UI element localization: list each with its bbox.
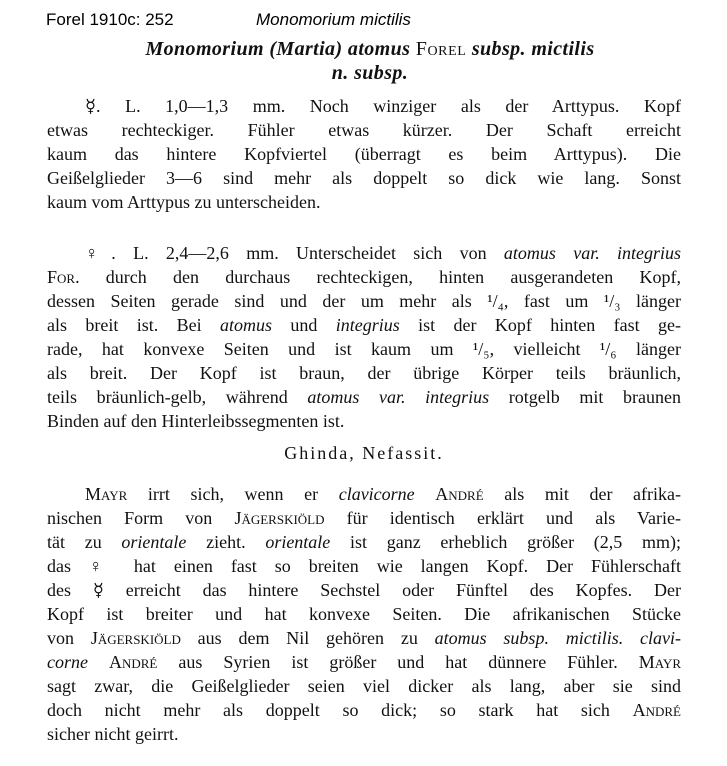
taxon-mention: orientale <box>265 532 331 552</box>
author-mention: Jägerskiöld <box>90 628 181 648</box>
paragraph-note <box>47 482 681 746</box>
taxon-status: n. subsp. <box>331 62 409 84</box>
text-run: von <box>47 628 91 648</box>
text-line: Kopf ist breiter und hat konvexe Seiten. Die afrikanischen Stücke <box>47 604 681 624</box>
text-line <box>47 482 681 506</box>
taxon-title <box>40 38 700 61</box>
locality-heading: Ghinda, Nefassit. <box>284 443 444 463</box>
text-line <box>47 698 681 722</box>
text-line <box>47 313 681 337</box>
taxon-mention: clavicorne <box>338 484 415 504</box>
text-run: teils bräunlich-gelb, während <box>47 387 308 407</box>
author-mention: Mayr <box>85 484 128 504</box>
taxon-author: Forel <box>415 38 467 60</box>
text-run: rotgelb mit braunen <box>489 387 681 407</box>
text-line <box>47 241 681 265</box>
taxon-mention: atomus subsp. mictilis. <box>434 628 624 648</box>
text-line: Binden auf den Hinterleibssegmenten ist. <box>47 411 345 431</box>
text-run: ♀. L. 2,4—2,6 mm. Unterscheidet sich von <box>85 243 504 263</box>
taxon-genus: Monomorium (Martia) atomus <box>145 38 411 60</box>
text-line <box>47 530 681 554</box>
text-run: als breit ist. Bei <box>47 315 220 335</box>
taxon-mention: atomus <box>220 315 273 335</box>
text-line: etwas rechteckiger. Fühler etwas kürzer. Der Schaft erreicht <box>47 120 681 140</box>
text-line: als breit. Der Kopf ist braun, der übrige Körper teils bräunlich, <box>47 363 681 383</box>
text-line <box>47 626 681 650</box>
author-mention: Jägerskiöld <box>234 508 325 528</box>
taxon-mention: atomus var. integrius <box>307 387 490 407</box>
text-line: sicher nicht geirrt. <box>47 724 179 744</box>
taxon-mention: atomus var. integrius <box>503 243 682 263</box>
text-line <box>47 506 681 530</box>
taxon-mention: integrius <box>335 315 400 335</box>
text-run: aus dem Nil gehören zu <box>180 628 435 648</box>
text-run: aus Syrien ist größer und hat dünnere Fühler. <box>157 652 639 672</box>
text-run: ist ganz erheblich größer (2,5 mm); <box>330 532 681 552</box>
citation-reference: Forel 1910c: 252 <box>46 10 174 29</box>
text-line: sagt zwar, die Geißelglieder seien viel dicker als lang, aber sie sind <box>47 676 681 696</box>
text-line: ☿. L. 1,0—1,3 mm. Noch winziger als der Arttypus. Kopf <box>85 96 681 116</box>
taxon-subspecies: subsp. mictilis <box>471 38 595 60</box>
text-run: irrt sich, wenn er <box>127 484 339 504</box>
text-run: nischen Form von <box>47 508 235 528</box>
text-run: als mit der afrika- <box>483 484 681 504</box>
text-run: durch den durchaus rechteckigen, hinten ausgerandeten Kopf, <box>79 267 681 287</box>
text-line <box>47 650 681 674</box>
text-run: ist der Kopf hinten fast ge- <box>399 315 682 335</box>
paragraph-worker <box>47 94 681 214</box>
text-line: Geißelglieder 3—6 sind mehr als doppelt so dick wie lang. Sonst <box>47 168 681 188</box>
taxon-mention: orientale <box>121 532 187 552</box>
author-mention: André <box>435 484 484 504</box>
author-mention: André <box>108 652 158 672</box>
text-line <box>47 265 681 289</box>
author-mention: For. <box>47 267 80 287</box>
text-run: und <box>272 315 336 335</box>
text-line: rade, hat konvexe Seiten und ist kaum um ¹/₅, vielleicht ¹/₆ länger <box>47 339 681 359</box>
text-line: das ♀ hat einen fast so breiten wie langen Kopf. Der Fühlerschaft <box>47 556 681 576</box>
author-mention: André <box>632 700 681 720</box>
text-line <box>47 385 681 409</box>
taxon-mention: clavi- <box>623 628 682 648</box>
text-run: zieht. <box>186 532 266 552</box>
text-run: doch nicht mehr als doppelt so dick; so stark hat sich <box>47 700 633 720</box>
text-line: kaum das hintere Kopfviertel (überragt es beim Arttypus). Die <box>47 144 681 164</box>
species-name: Monomorium mictilis <box>256 10 411 29</box>
author-mention: Mayr <box>638 652 681 672</box>
page-header <box>46 10 411 30</box>
text-run: tät zu <box>47 532 122 552</box>
taxon-mention: corne <box>47 652 88 672</box>
text-line: des ☿ erreicht das hintere Sechstel oder Fünftel des Kopfes. Der <box>47 580 681 600</box>
paragraph-queen <box>47 241 681 433</box>
text-line: dessen Seiten gerade sind und der um mehr als ¹/₄, fast um ¹/₃ länger <box>47 291 681 311</box>
text-run: für identisch erklärt und als Varie- <box>324 508 681 528</box>
text-line: kaum vom Arttypus zu unterscheiden. <box>47 192 321 212</box>
